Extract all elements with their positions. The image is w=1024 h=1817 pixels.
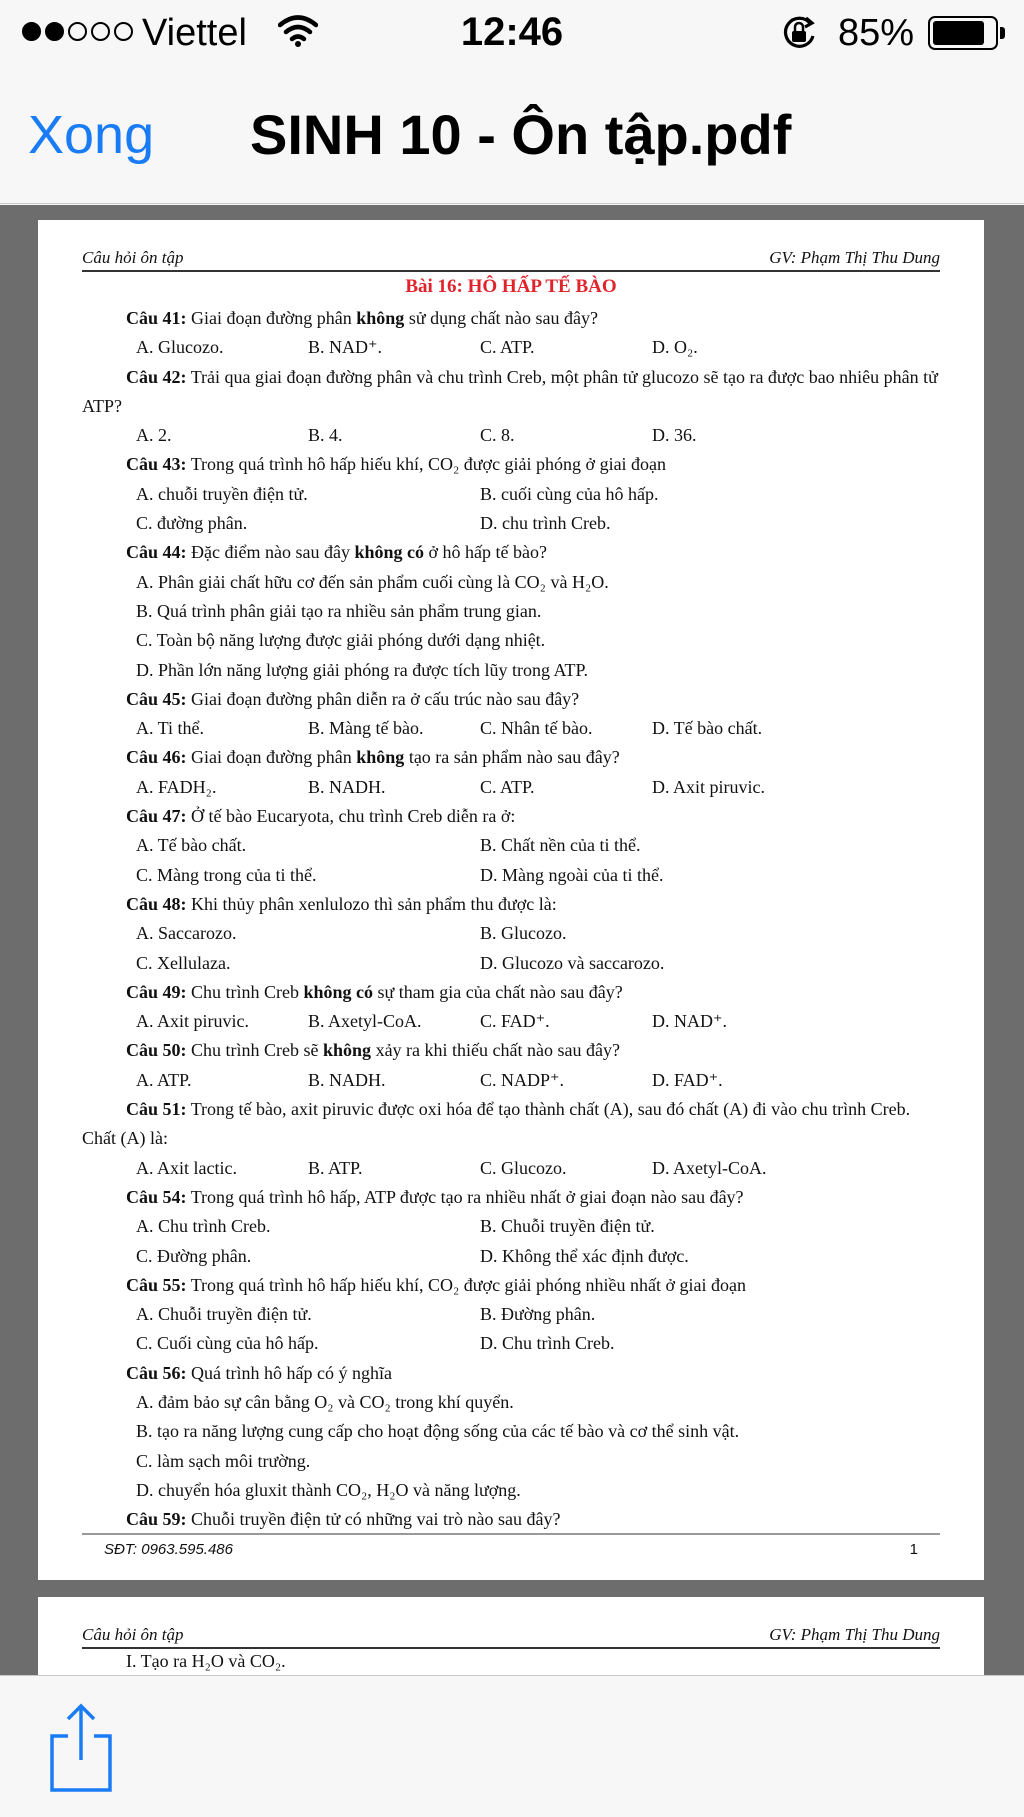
answer-options bbox=[82, 509, 940, 538]
answer-options bbox=[82, 919, 940, 948]
question-number: Câu 50: bbox=[126, 1040, 187, 1061]
question-51 bbox=[82, 1095, 940, 1154]
answer-options bbox=[82, 1066, 940, 1095]
question-59 bbox=[82, 1505, 940, 1534]
question-43 bbox=[82, 450, 940, 479]
option-b: B. Chất nền của ti thể. bbox=[480, 835, 641, 856]
document-title: SINH 10 - Ôn tập.pdf bbox=[250, 103, 792, 166]
question-number: Câu 51: bbox=[126, 1099, 187, 1120]
option-a: A. Phân giải chất hữu cơ đến sản phẩm cuối cùng là CO₂ và H₂O. bbox=[136, 571, 609, 592]
option-b: B. NAD⁺. bbox=[308, 337, 383, 358]
answer-options bbox=[82, 1329, 940, 1358]
question-41 bbox=[82, 304, 940, 333]
option-d: D. chuyển hóa gluxit thành CO₂, H₂O và năng lượng. bbox=[136, 1479, 521, 1500]
option-d: D. Tế bào chất. bbox=[652, 718, 763, 739]
battery-fill bbox=[933, 21, 984, 45]
option-d: D. O₂. bbox=[652, 337, 698, 358]
done-button[interactable]: Xong bbox=[28, 105, 155, 165]
option-c: C. ATP. bbox=[480, 776, 535, 797]
question-56 bbox=[82, 1359, 940, 1388]
page-header bbox=[82, 248, 940, 272]
question-text: Giai đoạn đường phân bbox=[186, 747, 357, 768]
option-d: D. NAD⁺. bbox=[652, 1011, 727, 1032]
header-left: Câu hỏi ôn tập bbox=[82, 248, 184, 267]
answer-options bbox=[82, 1154, 940, 1183]
question-text: Giai đoạn đường phân bbox=[186, 308, 357, 328]
option-a: A. 2. bbox=[136, 425, 172, 446]
battery-tip bbox=[1000, 27, 1005, 39]
option-c: C. 8. bbox=[480, 425, 515, 446]
question-number: Câu 45: bbox=[126, 688, 187, 709]
option-b: B. Quá trình phân giải tạo ra nhiều sản phẩm trung gian. bbox=[136, 600, 542, 621]
battery-body bbox=[928, 16, 998, 50]
question-text: Quá trình hô hấp có ý nghĩa bbox=[186, 1362, 392, 1383]
option-a: A. Axit lactic. bbox=[136, 1157, 237, 1178]
option-d: D. Axit piruvic. bbox=[652, 776, 765, 797]
question-47 bbox=[82, 802, 940, 831]
answer-options bbox=[82, 714, 940, 743]
option-b: B. Glucozo. bbox=[480, 923, 567, 944]
option-b: B. NADH. bbox=[308, 776, 386, 797]
status-bar bbox=[0, 0, 1024, 64]
question-44 bbox=[82, 538, 940, 567]
question-emphasis: không bbox=[323, 1040, 372, 1061]
option-d: D. Axetyl-CoA. bbox=[652, 1157, 767, 1178]
question-text: xảy ra khi thiếu chất nào sau đây? bbox=[371, 1040, 620, 1061]
question-text: sử dụng chất nào sau đây? bbox=[404, 308, 599, 328]
question-50 bbox=[82, 1036, 940, 1065]
footer-phone: SĐT: 0963.595.486 bbox=[104, 1541, 233, 1558]
option-d: D. FAD⁺. bbox=[652, 1069, 723, 1090]
pdf-page-2 bbox=[38, 1597, 984, 1675]
option-a: A. Axit piruvic. bbox=[136, 1011, 249, 1032]
question-emphasis: không có bbox=[354, 542, 424, 563]
option-d: D. Màng ngoài của ti thể. bbox=[480, 864, 664, 885]
option-b: B. Màng tế bào. bbox=[308, 718, 424, 739]
option-c: C. Đường phân. bbox=[136, 1245, 252, 1266]
page-2-line: I. Tạo ra H₂O và CO₂. bbox=[126, 1651, 286, 1671]
question-number: Câu 47: bbox=[126, 806, 187, 827]
question-45 bbox=[82, 685, 940, 714]
header-right: GV: Phạm Thị Thu Dung bbox=[769, 1625, 940, 1644]
question-number: Câu 49: bbox=[126, 981, 187, 1002]
question-number: Câu 48: bbox=[126, 893, 187, 914]
option-c: C. FAD⁺. bbox=[480, 1011, 550, 1032]
header-left: Câu hỏi ôn tập bbox=[82, 1625, 184, 1644]
option-b: B. Axetyl-CoA. bbox=[308, 1011, 422, 1032]
question-55 bbox=[82, 1271, 940, 1300]
page-header bbox=[82, 1625, 940, 1649]
option-c: C. Màng trong của ti thể. bbox=[136, 864, 317, 885]
option-b: B. NADH. bbox=[308, 1069, 386, 1090]
option-a: A. Glucozo. bbox=[136, 337, 224, 358]
answer-options bbox=[82, 1300, 940, 1329]
question-text: Đặc điểm nào sau đây bbox=[186, 542, 355, 563]
option-d: D. Không thể xác định được. bbox=[480, 1245, 689, 1266]
option-b: B. Chuỗi truyền điện tử. bbox=[480, 1216, 655, 1237]
question-number: Câu 56: bbox=[126, 1362, 187, 1383]
answer-options bbox=[82, 1212, 940, 1241]
question-number: Câu 42: bbox=[126, 366, 187, 387]
answer-options bbox=[82, 773, 940, 802]
option-c: C. làm sạch môi trường. bbox=[136, 1450, 311, 1471]
rotation-lock-icon bbox=[780, 14, 818, 52]
question-46 bbox=[82, 743, 940, 772]
battery-percentage: 85% bbox=[838, 12, 915, 54]
question-text: Khi thủy phân xenlulozo thì sản phẩm thu được là: bbox=[186, 893, 557, 914]
option-a: A. ATP. bbox=[136, 1069, 192, 1090]
question-emphasis: không bbox=[356, 747, 405, 768]
question-text: Giai đoạn đường phân diễn ra ở cấu trúc nào sau đây? bbox=[186, 688, 580, 709]
option-c: C. Xellulaza. bbox=[136, 952, 231, 973]
answer-options bbox=[82, 949, 940, 978]
question-text: Trải qua giai đoạn đường phân và chu trình Creb, một phân tử glucozo sẽ tạo ra được bao nhiêu phân tử ATP? bbox=[82, 366, 938, 416]
question-48 bbox=[82, 890, 940, 919]
bottom-toolbar bbox=[0, 1675, 1024, 1817]
question-number: Câu 54: bbox=[126, 1186, 187, 1207]
option-a: A. Chuỗi truyền điện tử. bbox=[136, 1304, 312, 1325]
question-text: Ở tế bào Eucaryota, chu trình Creb diễn ra ở: bbox=[186, 806, 516, 827]
navigation-bar bbox=[0, 64, 1024, 204]
page-footer bbox=[82, 1533, 940, 1558]
answer-options bbox=[82, 333, 940, 362]
question-text: Trong quá trình hô hấp hiếu khí, CO₂ được giải phóng ở giai đoạn bbox=[186, 454, 667, 475]
option-d: D. Glucozo và saccarozo. bbox=[480, 952, 665, 973]
pdf-viewer[interactable] bbox=[0, 205, 1024, 1675]
question-text: tạo ra sản phẩm nào sau đây? bbox=[404, 747, 620, 768]
option-d: D. Phần lớn năng lượng giải phóng ra được tích lũy trong ATP. bbox=[136, 659, 589, 680]
question-emphasis: không có bbox=[303, 981, 374, 1002]
answer-options bbox=[82, 1242, 940, 1271]
question-text: Trong tế bào, axit piruvic được oxi hóa để tạo thành chất (A), sau đó chất (A) đi vào chu trình Creb. Chất (A) là: bbox=[82, 1099, 911, 1149]
option-c: C. Glucozo. bbox=[480, 1157, 567, 1178]
battery-icon bbox=[928, 16, 1006, 50]
share-icon[interactable] bbox=[46, 1702, 116, 1794]
lesson-title: Bài 16: HÔ HẤP TẾ BÀO bbox=[405, 276, 617, 297]
question-number: Câu 59: bbox=[126, 1509, 187, 1530]
option-d: D. chu trình Creb. bbox=[480, 513, 611, 534]
question-number: Câu 44: bbox=[126, 542, 187, 563]
question-text: Chu trình Creb bbox=[186, 981, 304, 1002]
question-text: Trong quá trình hô hấp, ATP được tạo ra nhiều nhất ở giai đoạn nào sau đây? bbox=[186, 1186, 744, 1207]
question-42 bbox=[82, 363, 940, 422]
header-right: GV: Phạm Thị Thu Dung bbox=[769, 248, 940, 267]
question-text: Trong quá trình hô hấp hiếu khí, CO₂ được giải phóng nhiều nhất ở giai đoạn bbox=[186, 1274, 747, 1295]
answer-options bbox=[82, 421, 940, 450]
option-b: B. 4. bbox=[308, 425, 343, 446]
question-number: Câu 46: bbox=[126, 747, 187, 768]
option-d: D. 36. bbox=[652, 425, 697, 446]
question-number: Câu 43: bbox=[126, 454, 187, 475]
option-b: B. Đường phân. bbox=[480, 1304, 596, 1325]
option-a: A. FADH₂. bbox=[136, 776, 217, 797]
clock: 12:46 bbox=[460, 10, 564, 54]
option-c: C. ATP. bbox=[480, 337, 535, 358]
option-a: A. chuỗi truyền điện tử. bbox=[136, 483, 308, 504]
page-number: 1 bbox=[909, 1541, 918, 1558]
answer-options bbox=[82, 861, 940, 890]
pdf-page-1 bbox=[38, 220, 984, 1580]
option-b: B. cuối cùng của hô hấp. bbox=[480, 483, 659, 504]
option-a: A. Chu trình Creb. bbox=[136, 1216, 271, 1237]
option-c: C. đường phân. bbox=[136, 513, 248, 534]
answer-options bbox=[82, 1007, 940, 1036]
option-c: C. Cuối cùng của hô hấp. bbox=[136, 1333, 319, 1354]
answer-options bbox=[82, 831, 940, 860]
carrier-name: Viettel bbox=[142, 12, 247, 54]
option-a: A. đảm bảo sự cân bằng O₂ và CO₂ trong khí quyển. bbox=[136, 1391, 514, 1412]
option-d: D. Chu trình Creb. bbox=[480, 1333, 615, 1354]
option-a: A. Tế bào chất. bbox=[136, 835, 247, 856]
option-c: C. Nhân tế bào. bbox=[480, 718, 593, 739]
question-text: Chu trình Creb sẽ bbox=[186, 1040, 324, 1061]
option-c: C. NADP⁺. bbox=[480, 1069, 565, 1090]
answer-options bbox=[82, 480, 940, 509]
question-54 bbox=[82, 1183, 940, 1212]
option-c: C. Toàn bộ năng lượng được giải phóng dưới dạng nhiệt. bbox=[136, 630, 546, 651]
option-b: B. tạo ra năng lượng cung cấp cho hoạt động sống của các tế bào và cơ thể sinh vật. bbox=[136, 1421, 740, 1442]
option-a: A. Saccarozo. bbox=[136, 923, 237, 944]
question-text: Chuỗi truyền điện tử có những vai trò nào sau đây? bbox=[186, 1509, 561, 1530]
question-text: ở hô hấp tế bào? bbox=[424, 542, 547, 563]
question-49 bbox=[82, 978, 940, 1007]
question-text: sự tham gia của chất nào sau đây? bbox=[373, 981, 623, 1002]
question-number: Câu 41: bbox=[126, 308, 187, 328]
option-a: A. Ti thể. bbox=[136, 718, 205, 739]
page-content bbox=[82, 304, 940, 1534]
question-number: Câu 55: bbox=[126, 1274, 187, 1295]
question-emphasis: không bbox=[356, 308, 405, 328]
option-b: B. ATP. bbox=[308, 1157, 363, 1178]
